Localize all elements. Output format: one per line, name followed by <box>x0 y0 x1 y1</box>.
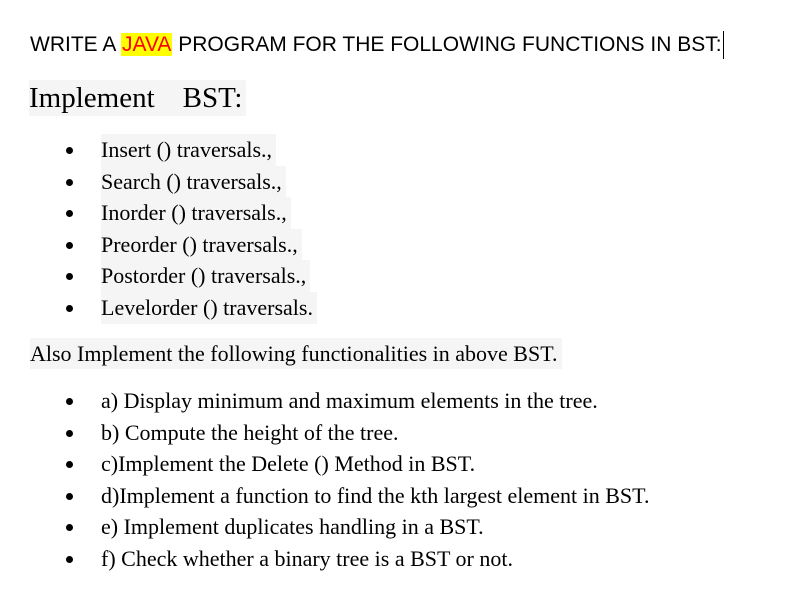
bullet-icon <box>66 430 73 437</box>
bullet-icon <box>66 524 73 531</box>
section-title <box>29 80 246 116</box>
bullet-icon <box>66 147 73 154</box>
list-item-text: Postorder () traversals., <box>101 260 310 292</box>
list-item-text: a) Display minimum and maximum elements in the tree. <box>101 388 598 413</box>
heading-text-before: WRITE A <box>30 33 122 56</box>
list-item-text: Inorder () traversals., <box>101 197 291 229</box>
list-item-text: f) Check whether a binary tree is a BST or not. <box>101 545 513 571</box>
section-title-word-2: BST: <box>182 82 243 114</box>
bullet-icon <box>66 305 73 312</box>
heading-highlight-java: JAVA <box>122 33 172 56</box>
bullet-icon <box>66 210 73 217</box>
bullet-icon <box>66 398 73 405</box>
bullet-icon <box>66 461 73 468</box>
section-title-word-1: Implement <box>29 82 155 114</box>
heading-text-after: PROGRAM FOR THE FOLLOWING FUNCTIONS IN BST: <box>172 33 722 56</box>
list-item-text: Insert () traversals., <box>101 134 276 166</box>
bullet-icon <box>66 273 73 280</box>
bullet-icon <box>66 493 73 500</box>
bullet-icon <box>66 556 73 563</box>
document-heading <box>30 31 724 59</box>
text-cursor <box>723 31 724 59</box>
list-item-text: d)Implement a function to find the kth largest element in BST. <box>101 482 650 508</box>
list-item-text: c)Implement the Delete () Method in BST. <box>101 451 476 477</box>
list-item-text: Levelorder () traversals. <box>101 292 317 324</box>
bullet-icon <box>66 242 73 249</box>
list-item-text: Search () traversals., <box>101 166 286 198</box>
list-item-text: b) Compute the height of the tree. <box>101 419 399 445</box>
bullet-icon <box>66 179 73 186</box>
list-item-text: Preorder () traversals., <box>101 229 302 261</box>
functionalities-paragraph: Also Implement the following functionalities in above BST. <box>30 338 562 369</box>
list-item-text: e) Implement duplicates handling in a BST. <box>101 514 484 540</box>
